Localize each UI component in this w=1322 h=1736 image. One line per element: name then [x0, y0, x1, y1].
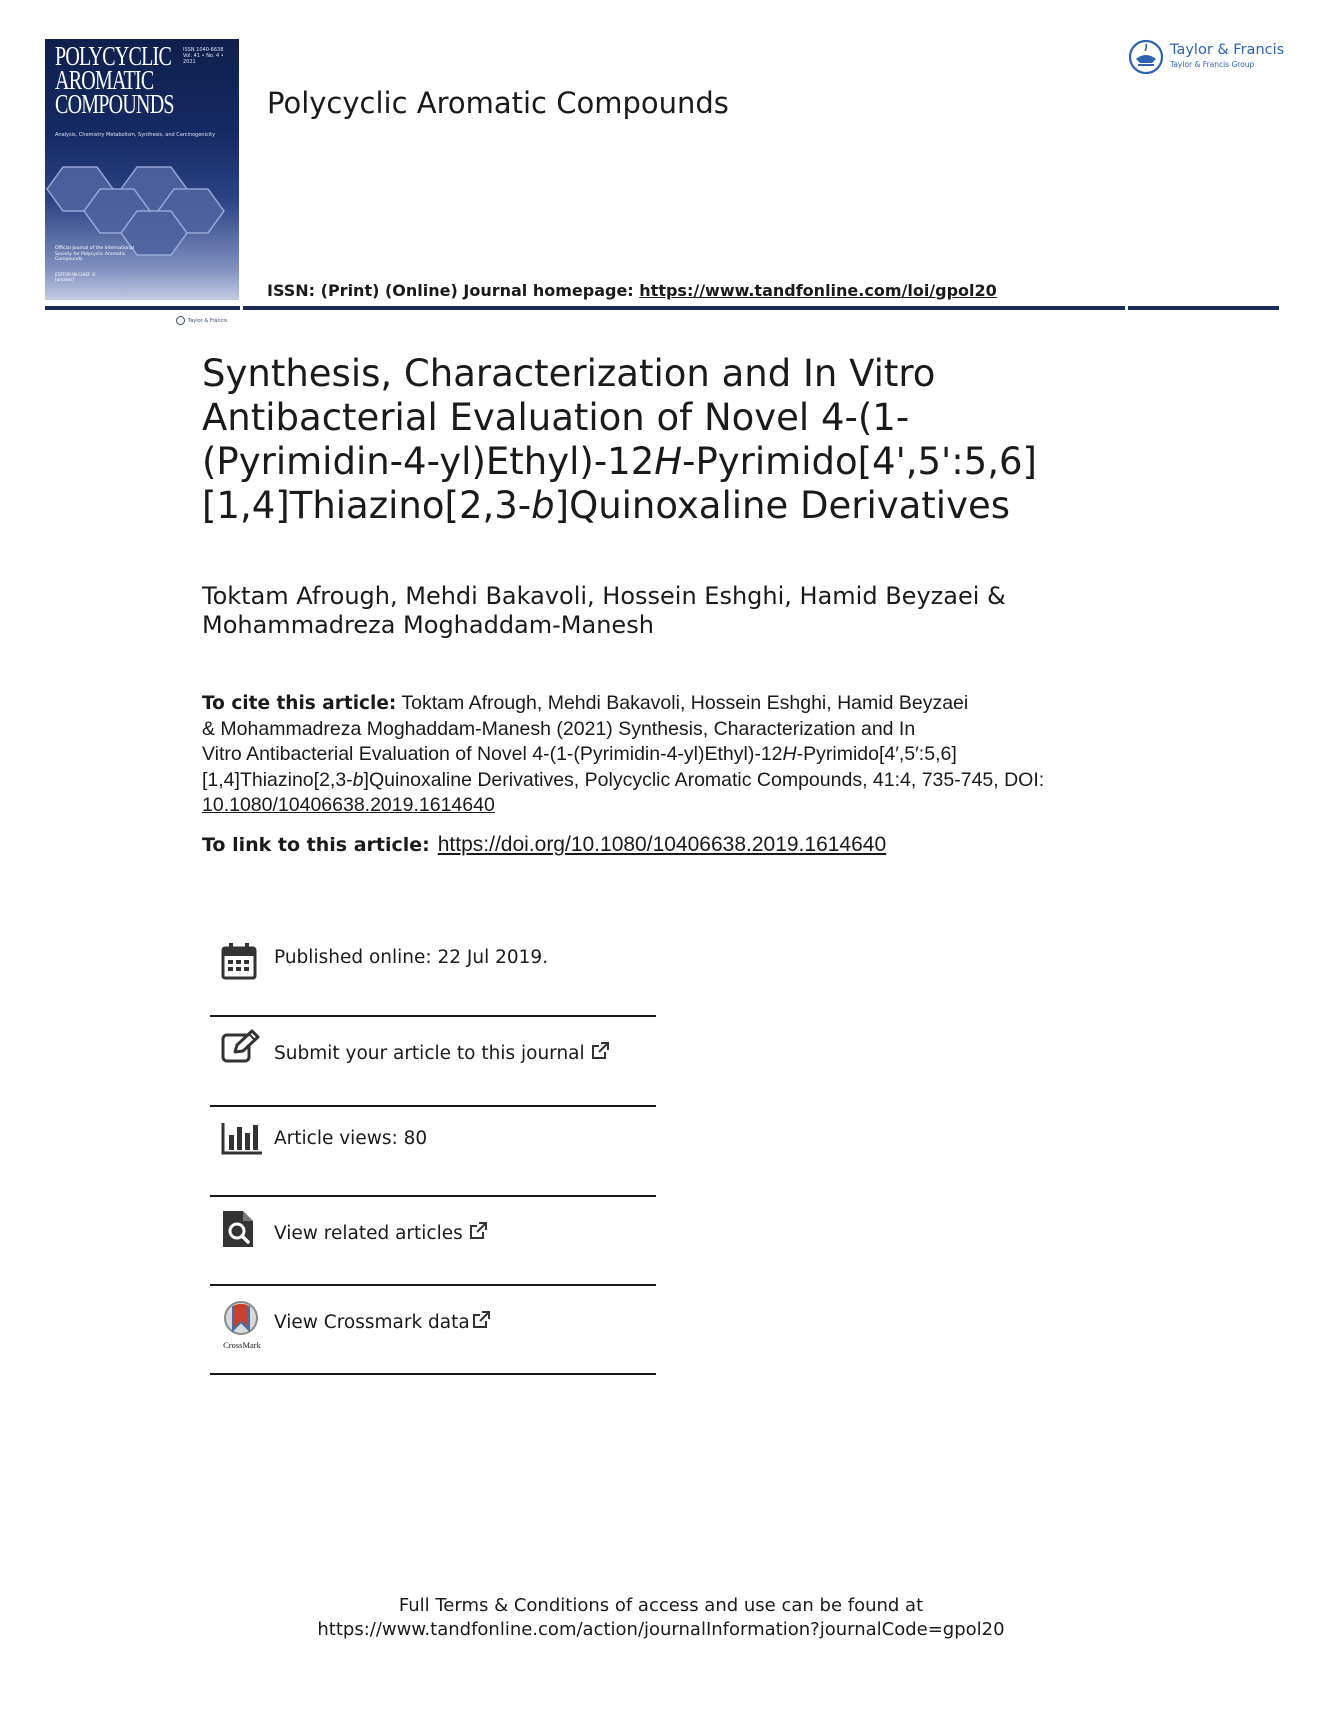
title-text: ]Quinoxaline Derivatives	[554, 484, 1011, 527]
cover-subtitle: Analysis, Chemistry Metabolism, Synthesis, and Carcinogenicity	[55, 132, 216, 138]
article-views: Article views: 80	[274, 1128, 428, 1149]
terms-link[interactable]: https://www.tandfonline.com/action/journalInformation?journalCode=gpol20	[317, 1619, 1005, 1640]
citation-text: Toktam Afrough, Mehdi Bakavoli, Hossein Eshghi, Hamid Beyzaei	[396, 692, 969, 714]
article-doi-link[interactable]: https://doi.org/10.1080/10406638.2019.1614640	[437, 833, 887, 856]
issn-prefix: ISSN: (Print) (Online) Journal homepage:	[267, 281, 640, 300]
title-line	[202, 484, 1042, 528]
header-divider-gap	[240, 304, 243, 312]
calendar-icon	[221, 942, 257, 980]
cover-title-line: AROMATIC	[55, 65, 154, 95]
citation-text: ]Quinoxaline Derivatives, Polycyclic Aromatic Compounds, 41:4, 735-745, DOI:	[363, 768, 1045, 791]
hexagon-pattern-icon	[45, 167, 239, 257]
crossmark-label: CrossMark	[223, 1340, 261, 1350]
cover-publisher-name: Taylor & Francis	[188, 318, 228, 324]
citation-line	[202, 742, 1132, 768]
cover-title-line: POLYCYCLIC	[55, 41, 172, 71]
citation-line	[202, 691, 1132, 717]
submit-article-link[interactable]	[274, 1042, 609, 1064]
citation-block	[202, 691, 1132, 819]
title-line: Antibacterial Evaluation of Novel 4-(1-	[202, 396, 910, 439]
citation-italic: b	[352, 768, 364, 791]
related-articles-label: View related articles	[274, 1223, 463, 1244]
citation-label: To cite this article:	[202, 693, 397, 714]
title-line: Synthesis, Characterization and In Vitro	[202, 352, 936, 395]
document-search-icon	[221, 1209, 255, 1249]
submit-article-label: Submit your article to this journal	[274, 1043, 585, 1064]
article-link-label: To link to this article:	[202, 834, 430, 856]
citation-doi-link[interactable]: 10.1080/10406638.2019.1614640	[202, 794, 495, 816]
title-line	[202, 440, 1042, 484]
taylor-francis-lamp-icon	[1128, 39, 1164, 75]
cover-issn-line: ISSN 1040-6638	[183, 47, 224, 53]
title-italic: H	[654, 440, 683, 483]
crossmark-data-link[interactable]	[274, 1311, 490, 1333]
cover-issn-line: Vol. 41 • No. 4 • 2021	[183, 53, 224, 65]
info-divider	[210, 1015, 656, 1017]
header-divider-gap	[1125, 304, 1128, 312]
info-divider	[210, 1195, 656, 1197]
external-link-icon	[591, 1042, 609, 1060]
title-text: (Pyrimidin-4-yl)Ethyl)-12	[202, 440, 655, 483]
title-text: -Pyrimido[4',5':5,6]	[682, 440, 1037, 483]
related-articles-link[interactable]	[274, 1222, 487, 1244]
authors-line: Mohammadreza Moghaddam-Manesh	[202, 611, 654, 639]
issn-line	[267, 281, 997, 300]
cover-official-text: Official Journal of the International Society for Polycyclic Aromatic Compounds	[55, 246, 134, 262]
citation-line: & Mohammadreza Moghaddam-Manesh (2021) Synthesis, Characterization and In	[202, 717, 916, 740]
journal-cover-image	[45, 39, 239, 324]
article-link-row	[202, 833, 886, 857]
publisher-name: Taylor & Francis	[1170, 42, 1285, 58]
journal-homepage-link[interactable]: https://www.tandfonline.com/loi/gpol20	[639, 281, 997, 300]
citation-text: [1,4]Thiazino[2,3-	[202, 768, 353, 791]
info-divider	[210, 1284, 656, 1286]
authors-line: Toktam Afrough, Mehdi Bakavoli, Hossein Eshghi, Hamid Beyzaei &	[202, 582, 1006, 610]
cover-publisher	[176, 316, 238, 325]
crossmark-icon	[219, 1300, 265, 1336]
citation-italic: H	[782, 743, 797, 765]
info-divider	[210, 1373, 656, 1375]
bar-chart-icon	[221, 1121, 263, 1155]
article-title	[202, 352, 1042, 528]
external-link-icon	[469, 1222, 487, 1240]
external-link-icon	[472, 1311, 490, 1329]
terms-footer	[0, 1594, 1322, 1642]
citation-text: Vitro Antibacterial Evaluation of Novel 4-(1-(Pyrimidin-4-yl)Ethyl)-12	[202, 743, 783, 765]
crossmark-badge	[219, 1300, 265, 1348]
publisher-logo-icon	[176, 316, 185, 325]
journal-title: Polycyclic Aromatic Compounds	[267, 86, 729, 120]
taylor-francis-logo[interactable]	[1128, 38, 1288, 78]
edit-icon	[221, 1030, 259, 1064]
citation-line	[202, 768, 1132, 794]
published-online-date: Published online: 22 Jul 2019.	[274, 947, 549, 968]
cover-issn	[183, 47, 237, 65]
info-divider	[210, 1105, 656, 1107]
citation-text: -Pyrimido[4′,5′:5,6]	[796, 743, 957, 765]
publisher-group: Taylor & Francis Group	[1170, 60, 1255, 69]
cover-editor-text: EDITOR-IN-CHIEF © [unclear]	[55, 272, 96, 282]
header-divider	[45, 306, 1279, 310]
title-text: [1,4]Thiazino[2,3-	[202, 484, 532, 527]
footer-line: Full Terms & Conditions of access and use can be found at	[398, 1595, 924, 1616]
author-list	[202, 582, 1102, 640]
citation-line	[202, 793, 1132, 819]
crossmark-data-label: View Crossmark data	[274, 1312, 470, 1333]
cover-title	[55, 41, 174, 119]
title-italic: b	[531, 484, 555, 527]
cover-title-line: COMPOUNDS	[55, 89, 174, 119]
